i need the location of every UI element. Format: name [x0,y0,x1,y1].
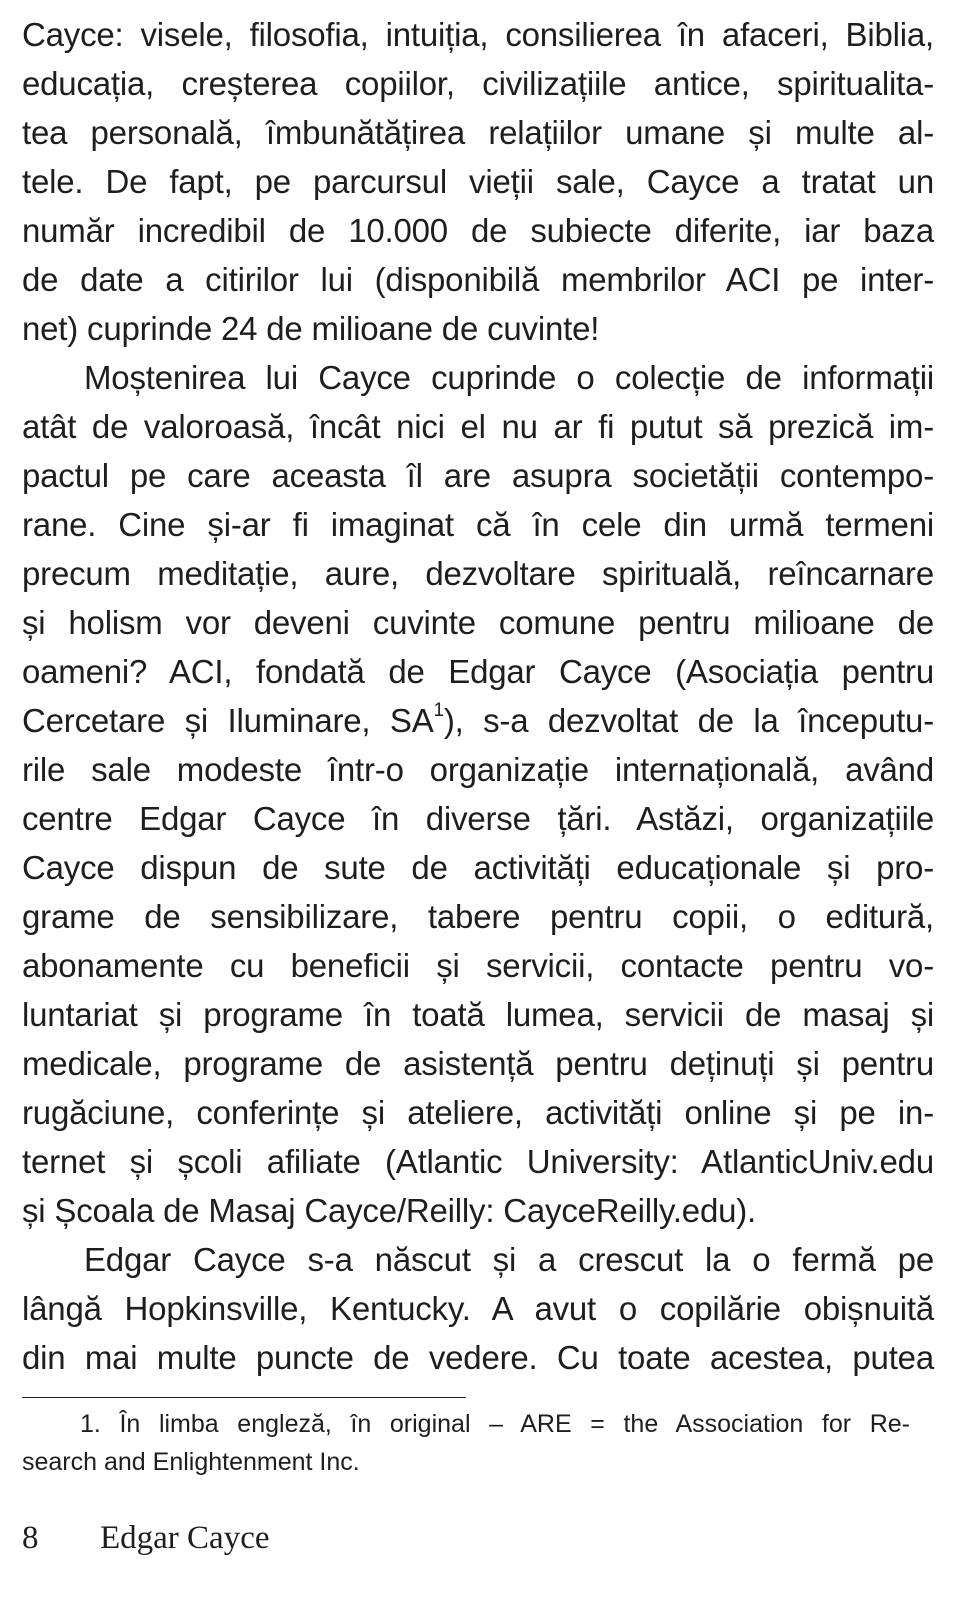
paragraph-3 [22,1235,934,1382]
text-line: Moștenirea lui Cayce cuprinde o colecție de informații [84,359,934,396]
text-line: tele. De fapt, pe parcursul vieții sale, Cayce a tratat un [22,163,934,200]
text-line: și Școala de Masaj Cayce/Reilly: CayceReilly.edu). [22,1192,757,1229]
text-line: pactul pe care aceasta îl are asupra societății contempo- [22,457,934,494]
text-line: și holism vor deveni cuvinte comune pentru milioane de [22,604,934,641]
text-line: din mai multe puncte de vedere. Cu toate acestea, putea [22,1339,934,1376]
text-after-ref: ), s-a dezvoltat de la începutu- [443,702,934,739]
text-line: tea personală, îmbunătățirea relațiilor umane și multe al- [22,114,934,151]
text-line: rugăciune, conferințe și ateliere, activități online și pe in- [22,1094,934,1131]
text-line: educația, creșterea copiilor, civilizațiile antice, spiritualita- [22,65,934,102]
text-line: Cayce: visele, filosofia, intuiția, consilierea în afaceri, Biblia, [22,16,934,53]
text-line: net) cuprinde 24 de milioane de cuvinte! [22,310,600,347]
page-number: 8 [22,1520,39,1556]
footnote-line: search and Enlightenment Inc. [22,1448,360,1476]
main-text [22,10,934,1382]
footnote-line [22,1405,910,1443]
text-line: luntariat și programe în toată lumea, servicii de masaj și [22,996,934,1033]
text-line: centre Edgar Cayce în diverse țări. Astăzi, organizațiile [22,800,934,837]
footnote-text: În limba engleză, în original – ARE = the Association for Re- [119,1410,911,1438]
text-line: ternet și școli afiliate (Atlantic University: AtlanticUniv.edu [22,1143,934,1180]
text-line: medicale, programe de asistență pentru deținuți și pentru [22,1045,934,1082]
paragraph-2 [22,353,934,1235]
text-line: Edgar Cayce s-a născut și a crescut la o fermă pe [84,1241,934,1278]
text-line: rane. Cine și-ar fi imaginat că în cele din urmă termeni [22,506,934,543]
footnote-number: 1. [80,1410,101,1438]
text-line: abonamente cu beneficii și servicii, contacte pentru vo- [22,947,934,984]
text-line: Cayce dispun de sute de activități educaționale și pro- [22,849,934,886]
text-before-ref: Cercetare și Iluminare, SA [22,702,434,739]
footnote-reference[interactable]: 1 [433,700,444,721]
text-line: de date a citirilor lui (disponibilă membrilor ACI pe inter- [22,261,934,298]
paragraph-1 [22,10,934,353]
text-line: atât de valoroasă, încât nici el nu ar fi putut să prezică im- [22,408,934,445]
text-line: precum meditație, aure, dezvoltare spirituală, reîncarnare [22,555,934,592]
text-line-with-footnote [22,696,934,745]
text-line: lângă Hopkinsville, Kentucky. A avut o copilărie obișnuită [22,1290,934,1327]
footnote [22,1405,910,1481]
text-line: număr incredibil de 10.000 de subiecte diferite, iar baza [22,212,934,249]
text-line: rile sale modeste într-o organizație internațională, având [22,751,934,788]
text-line: grame de sensibilizare, tabere pentru copii, o editură, [22,898,934,935]
text-line: oameni? ACI, fondată de Edgar Cayce (Asociația pentru [22,653,934,690]
book-title: Edgar Cayce [100,1520,270,1556]
running-footer [22,1516,270,1560]
footnote-divider [22,1397,466,1398]
